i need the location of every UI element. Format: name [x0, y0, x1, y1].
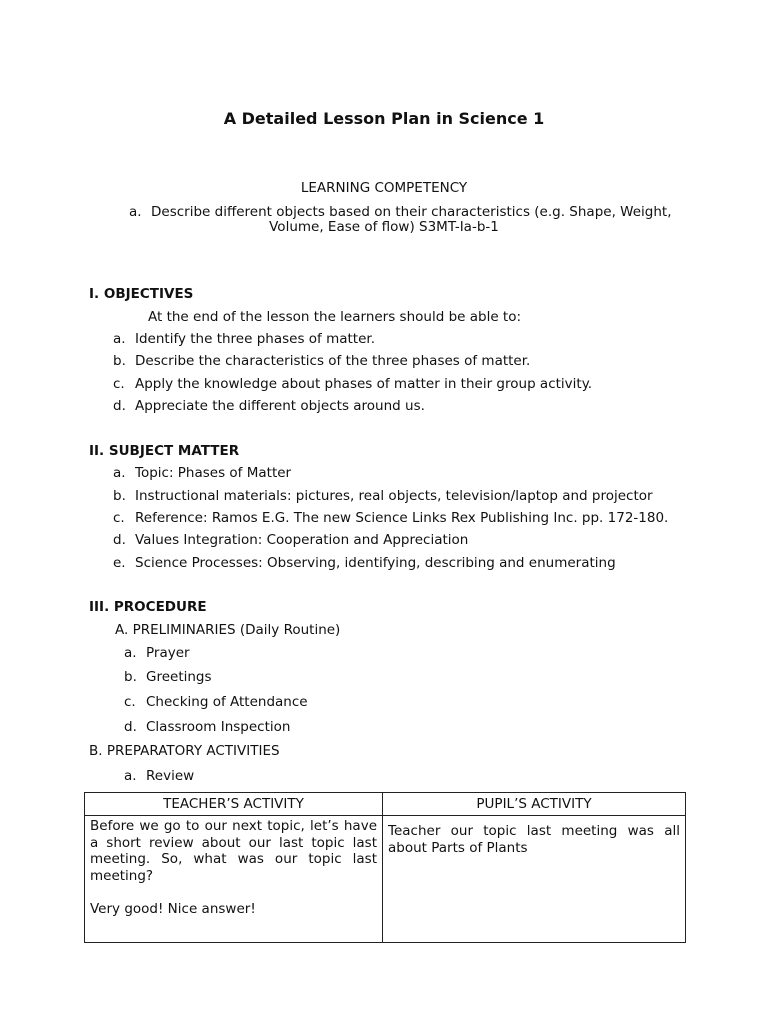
competency-item-line1: Describe different objects based on their characteristics (e.g. Shape, Weight,	[151, 204, 672, 220]
list-item: b. Greetings	[124, 669, 212, 685]
list-item: a. Prayer	[124, 645, 190, 661]
pupil-paragraph: Teacher our topic last meeting was all about Parts of Plants	[388, 823, 680, 856]
pupil-activity-header: PUPIL’S ACTIVITY	[383, 793, 686, 816]
list-marker: a.	[129, 204, 142, 220]
pupil-activity-cell	[383, 816, 686, 943]
procedure-heading: III. PROCEDURE	[89, 599, 207, 615]
activity-table	[84, 792, 686, 943]
preliminaries-heading: A. PRELIMINARIES (Daily Routine)	[115, 622, 341, 638]
list-item: b. Describe the characteristics of the three phases of matter.	[113, 353, 531, 369]
list-item: c. Checking of Attendance	[124, 694, 308, 710]
list-item: d. Classroom Inspection	[124, 719, 291, 735]
document-title: A Detailed Lesson Plan in Science 1	[223, 109, 545, 128]
list-item: a. Review	[124, 768, 195, 784]
preparatory-heading: B. PREPARATORY ACTIVITIES	[89, 743, 280, 759]
list-item: d. Values Integration: Cooperation and Appreciation	[113, 532, 469, 548]
list-item: e. Science Processes: Observing, identifying, describing and enumerating	[113, 555, 616, 571]
list-item: a. Identify the three phases of matter.	[113, 331, 375, 347]
teacher-activity-header: TEACHER’S ACTIVITY	[85, 793, 383, 816]
list-item: c. Reference: Ramos E.G. The new Science Links Rex Publishing Inc. pp. 172-180.	[113, 510, 669, 526]
competency-heading: LEARNING COMPETENCY	[300, 180, 468, 196]
teacher-paragraph: Before we go to our next topic, let’s have a short review about our last topic last meeting. So, what was our topic last meeting?	[90, 818, 377, 884]
subject-matter-heading: II. SUBJECT MATTER	[89, 443, 240, 459]
teacher-activity-cell	[85, 816, 383, 943]
table-header-row	[85, 793, 686, 816]
list-item: b. Instructional materials: pictures, real objects, television/laptop and projector	[113, 488, 653, 504]
list-item: a. Topic: Phases of Matter	[113, 465, 292, 481]
table-row	[85, 816, 686, 943]
teacher-paragraph: Very good! Nice answer!	[90, 901, 256, 917]
objectives-intro: At the end of the lesson the learners should be able to:	[148, 309, 522, 325]
objectives-heading: I. OBJECTIVES	[89, 286, 194, 302]
competency-item	[129, 204, 672, 220]
list-item: c. Apply the knowledge about phases of matter in their group activity.	[113, 376, 593, 392]
competency-item-line2: Volume, Ease of flow) S3MT-Ia-b-1	[269, 219, 499, 235]
list-item: d. Appreciate the different objects around us.	[113, 398, 425, 414]
